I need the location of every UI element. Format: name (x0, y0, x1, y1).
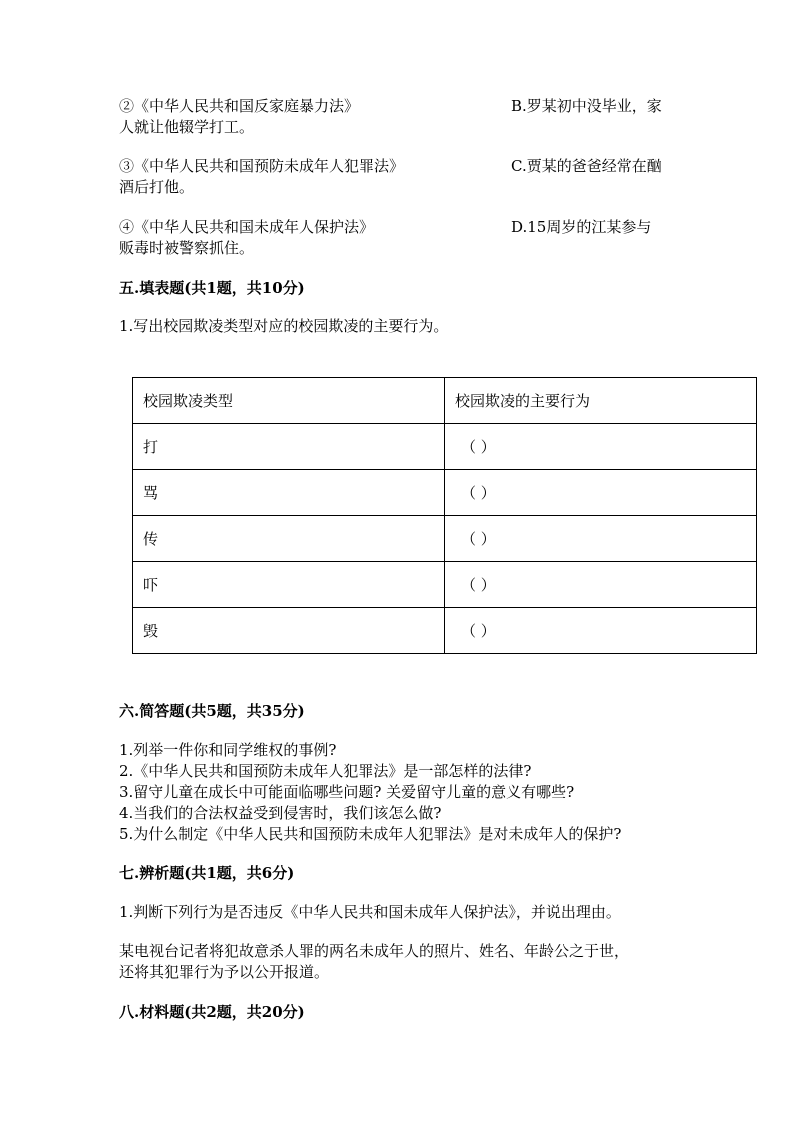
table-row (133, 470, 757, 516)
section5-question: 1.写出校园欺凌类型对应的校园欺凌的主要行为。 (119, 317, 449, 335)
section6-question-4: 4.当我们的合法权益受到侵害时，我们该怎么做? (119, 804, 442, 822)
answer-blank: （ ） (460, 484, 496, 502)
matching-law-2: ②《中华人民共和国反家庭暴力法》 (119, 97, 360, 115)
section6-question-3: 3.留守儿童在成长中可能面临哪些问题? 关爱留守儿童的意义有哪些? (119, 783, 575, 801)
table-cell-type: 吓 (133, 562, 445, 608)
table-row (133, 424, 757, 470)
table-row (133, 608, 757, 654)
section5-heading: 五.填表题(共1题，共10分) (119, 279, 305, 297)
section8-heading: 八.材料题(共2题，共20分) (119, 1003, 305, 1021)
table-cell-blank[interactable] (444, 516, 756, 562)
table-header-row (133, 378, 757, 424)
answer-blank: （ ） (460, 622, 496, 640)
section6-question-5: 5.为什么制定《中华人民共和国预防未成年人犯罪法》是对未成年人的保护? (119, 825, 622, 843)
matching-option-b: B.罗某初中没毕业，家 (511, 97, 662, 115)
section6-heading: 六.简答题(共5题，共35分) (119, 702, 305, 720)
table-cell-blank[interactable] (444, 608, 756, 654)
section6-question-2: 2.《中华人民共和国预防未成年人犯罪法》是一部怎样的法律? (119, 762, 532, 780)
table-cell-type: 骂 (133, 470, 445, 516)
bullying-table (132, 377, 757, 654)
matching-law-4: ④《中华人民共和国未成年人保护法》 (119, 218, 375, 236)
table-cell-type: 打 (133, 424, 445, 470)
table-header-type: 校园欺凌类型 (133, 378, 445, 424)
section7-question: 1.判断下列行为是否违反《中华人民共和国未成年人保护法》，并说出理由。 (119, 903, 621, 921)
table-header-behavior: 校园欺凌的主要行为 (444, 378, 756, 424)
table-cell-blank[interactable] (444, 424, 756, 470)
table-cell-type: 毁 (133, 608, 445, 654)
matching-option-c: C.贾某的爸爸经常在酗 (511, 157, 662, 175)
table-row (133, 516, 757, 562)
table-cell-blank[interactable] (444, 470, 756, 516)
matching-option-d-cont: 贩毒时被警察抓住。 (119, 239, 255, 257)
answer-blank: （ ） (460, 438, 496, 456)
table-cell-type: 传 (133, 516, 445, 562)
table-row (133, 562, 757, 608)
section7-material-line2: 还将其犯罪行为予以公开报道。 (119, 963, 330, 981)
section7-material-line1: 某电视台记者将犯故意杀人罪的两名未成年人的照片、姓名、年龄公之于世， (119, 942, 630, 960)
answer-blank: （ ） (460, 576, 496, 594)
section6-question-1: 1.列举一件你和同学维权的事例? (119, 741, 337, 759)
table-cell-blank[interactable] (444, 562, 756, 608)
answer-blank: （ ） (460, 530, 496, 548)
matching-option-d: D.15周岁的江某参与 (511, 218, 652, 236)
matching-option-c-cont: 酒后打他。 (119, 178, 195, 196)
matching-option-b-cont: 人就让他辍学打工。 (119, 118, 255, 136)
matching-law-3: ③《中华人民共和国预防未成年人犯罪法》 (119, 157, 405, 175)
section7-heading: 七.辨析题(共1题，共6分) (119, 864, 295, 882)
